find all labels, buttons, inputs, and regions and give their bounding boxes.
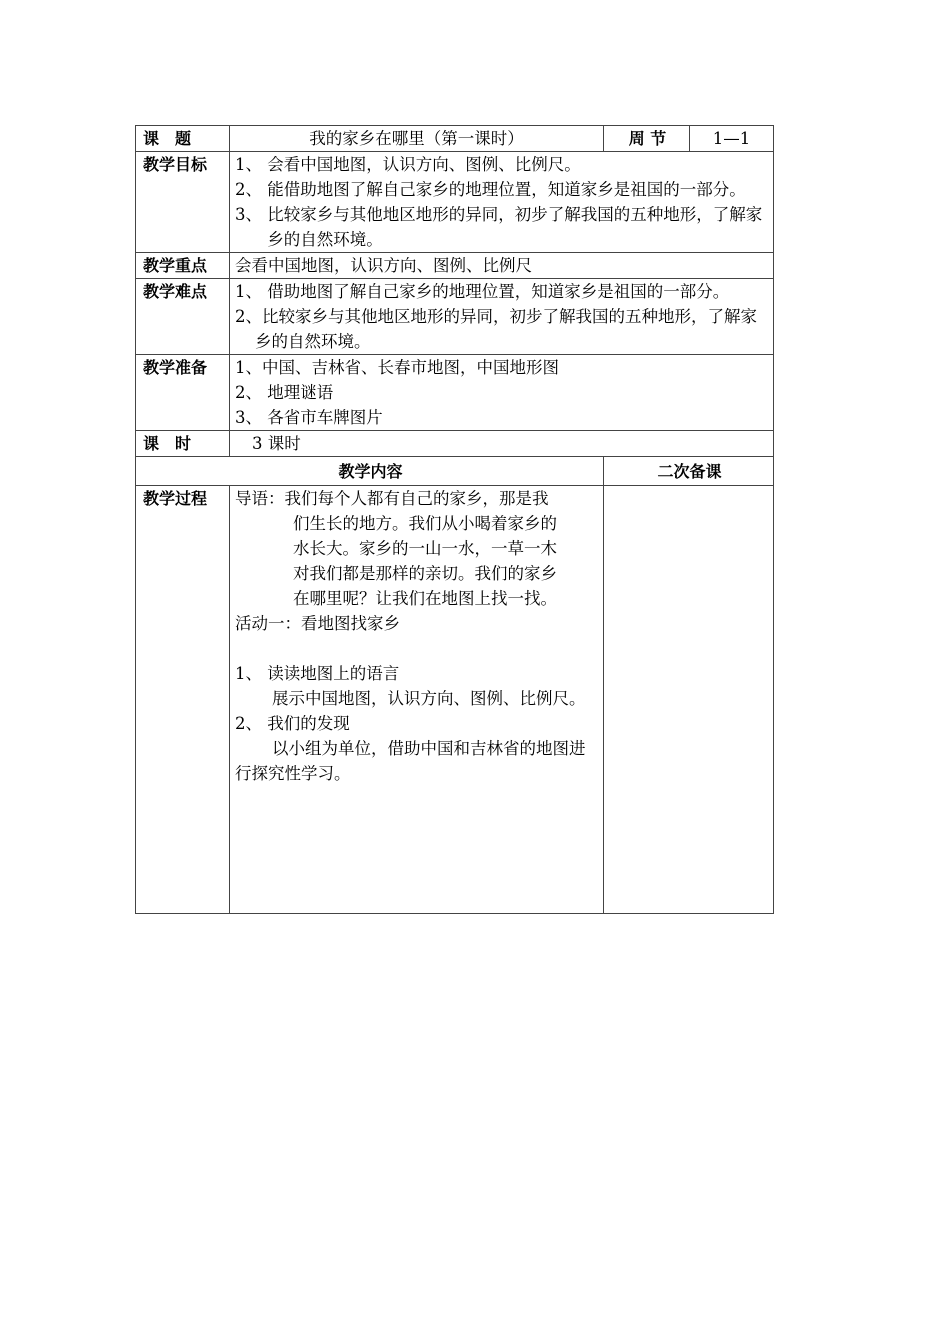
preparation-item: 3、 各省市车牌图片 bbox=[235, 408, 383, 427]
topic-label: 课 题 bbox=[136, 126, 230, 152]
preparation-row bbox=[136, 355, 774, 431]
difficulty-content bbox=[230, 279, 774, 355]
process-row bbox=[136, 486, 774, 914]
hours-label: 课 时 bbox=[136, 431, 230, 457]
process-content bbox=[230, 486, 604, 914]
blank-line bbox=[235, 636, 598, 661]
second-prep-column-header: 二次备课 bbox=[604, 457, 774, 486]
lesson-plan-table bbox=[135, 125, 774, 914]
objectives-label: 教学目标 bbox=[136, 152, 230, 253]
step2-title: 2、 我们的发现 bbox=[235, 714, 350, 733]
difficulty-item: 1、 借助地图了解自己家乡的地理位置，知道家乡是祖国的一部分。 bbox=[235, 282, 730, 301]
hours-row bbox=[136, 431, 774, 457]
objective-item: 1、 会看中国地图，认识方向、图例、比例尺。 bbox=[235, 155, 581, 174]
step1-text: 展示中国地图，认识方向、图例、比例尺。 bbox=[272, 689, 586, 708]
preparation-label: 教学准备 bbox=[136, 355, 230, 431]
objective-item: 2、 能借助地图了解自己家乡的地理位置，知道家乡是祖国的一部分。 bbox=[235, 180, 746, 199]
week-value: 1—1 bbox=[690, 126, 774, 152]
objective-item: 3、 比较家乡与其他地区地形的异同，初步了解我国的五种地形，了解家乡的自然环境。 bbox=[235, 205, 763, 249]
key-point-label: 教学重点 bbox=[136, 253, 230, 279]
objectives-row bbox=[136, 152, 774, 253]
header-row bbox=[136, 126, 774, 152]
key-point-row bbox=[136, 253, 774, 279]
preparation-item: 1、中国、吉林省、长春市地图，中国地形图 bbox=[235, 358, 559, 377]
week-label: 周 节 bbox=[604, 126, 690, 152]
objectives-content bbox=[230, 152, 774, 253]
preparation-content bbox=[230, 355, 774, 431]
key-point-text: 会看中国地图，认识方向、图例、比例尺 bbox=[230, 253, 774, 279]
hours-value: 3 课时 bbox=[230, 431, 774, 457]
intro-first-line: 导语：我们每个人都有自己的家乡，那是我 bbox=[235, 489, 549, 508]
difficulty-label: 教学难点 bbox=[136, 279, 230, 355]
difficulty-item: 2、比较家乡与其他地区地形的异同，初步了解我国的五种地形，了解家乡的自然环境。 bbox=[235, 307, 757, 351]
activity-title: 活动一：看地图找家乡 bbox=[235, 614, 400, 633]
content-column-header: 教学内容 bbox=[136, 457, 604, 486]
intro-line: 水长大。家乡的一山一水，一草一木 bbox=[293, 539, 557, 558]
difficulty-row bbox=[136, 279, 774, 355]
process-label: 教学过程 bbox=[136, 486, 230, 914]
preparation-item: 2、 地理谜语 bbox=[235, 383, 334, 402]
intro-line: 对我们都是那样的亲切。我们的家乡 bbox=[293, 564, 557, 583]
step1-title: 1、 读读地图上的语言 bbox=[235, 664, 400, 683]
topic-value: 我的家乡在哪里（第一课时） bbox=[230, 126, 604, 152]
intro-line: 们生长的地方。我们从小喝着家乡的 bbox=[293, 514, 557, 533]
second-prep-content bbox=[604, 486, 774, 914]
column-header-row bbox=[136, 457, 774, 486]
intro-line: 在哪里呢？让我们在地图上找一找。 bbox=[293, 589, 557, 608]
step2-text: 以小组为单位，借助中国和吉林省的地图进行探究性学习。 bbox=[235, 739, 586, 783]
